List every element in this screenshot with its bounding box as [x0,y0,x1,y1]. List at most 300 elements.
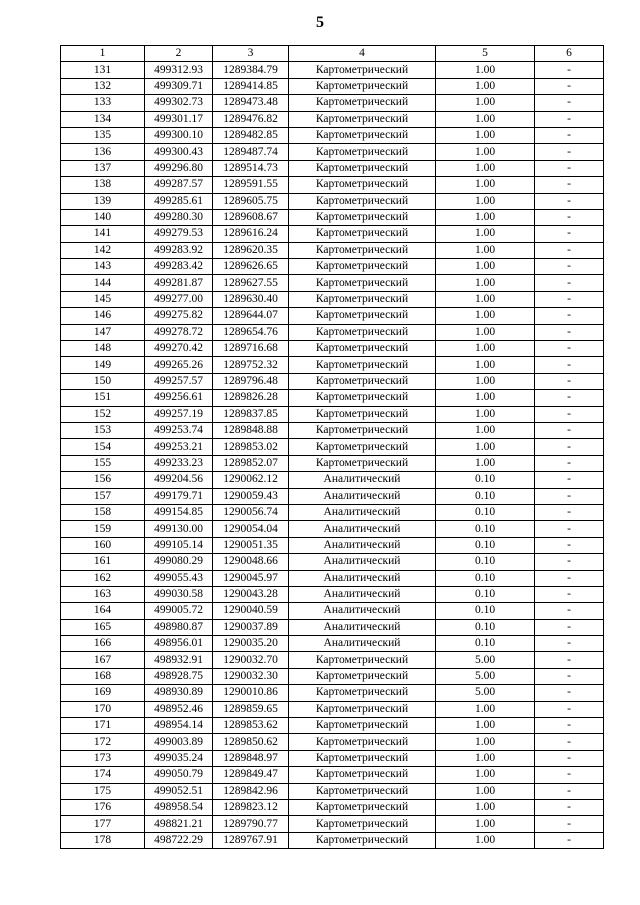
table-row [61,554,604,570]
table-row [61,439,604,455]
x-coordinate-cell: 499005.72 [145,603,213,619]
point-number-cell: 175 [61,783,145,799]
description-cell: - [535,668,604,684]
point-number-cell: 137 [61,160,145,176]
x-coordinate-cell: 499179.71 [145,488,213,504]
x-coordinate-cell: 499154.85 [145,504,213,520]
x-coordinate-cell: 499253.74 [145,422,213,438]
page-number: 5 [316,14,324,31]
description-cell: - [535,242,604,258]
point-number-cell: 172 [61,734,145,750]
table-row [61,586,604,602]
y-coordinate-cell: 1289823.12 [213,799,289,815]
point-number-cell: 155 [61,455,145,471]
table-row [61,521,604,537]
table-row [61,603,604,619]
point-number-cell: 153 [61,422,145,438]
accuracy-cell: 1.00 [436,799,535,815]
x-coordinate-cell: 499265.26 [145,357,213,373]
table-row [61,472,604,488]
x-coordinate-cell: 498956.01 [145,636,213,652]
accuracy-cell: 1.00 [436,750,535,766]
table-row [61,308,604,324]
accuracy-cell: 5.00 [436,668,535,684]
method-cell: Картометрический [289,308,436,324]
point-number-cell: 146 [61,308,145,324]
description-cell: - [535,78,604,94]
table-body [61,62,604,849]
method-cell: Картометрический [289,718,436,734]
x-coordinate-cell: 499030.58 [145,586,213,602]
description-cell: - [535,554,604,570]
point-number-cell: 160 [61,537,145,553]
y-coordinate-cell: 1289848.88 [213,422,289,438]
accuracy-cell: 1.00 [436,226,535,242]
point-number-cell: 156 [61,472,145,488]
description-cell: - [535,488,604,504]
method-cell: Аналитический [289,603,436,619]
method-cell: Картометрический [289,685,436,701]
table-row [61,177,604,193]
y-coordinate-cell: 1289853.02 [213,439,289,455]
x-coordinate-cell: 499312.93 [145,62,213,78]
table-row [61,455,604,471]
description-cell: - [535,816,604,832]
y-coordinate-cell: 1289837.85 [213,406,289,422]
method-cell: Картометрический [289,734,436,750]
accuracy-cell: 0.10 [436,504,535,520]
x-coordinate-cell: 499300.10 [145,127,213,143]
description-cell: - [535,226,604,242]
table-row [61,734,604,750]
point-number-cell: 145 [61,291,145,307]
x-coordinate-cell: 498952.46 [145,701,213,717]
table-row [61,62,604,78]
description-cell: - [535,390,604,406]
table-row [61,816,604,832]
y-coordinate-cell: 1289605.75 [213,193,289,209]
accuracy-cell: 1.00 [436,390,535,406]
point-number-cell: 152 [61,406,145,422]
table-row [61,209,604,225]
description-cell: - [535,734,604,750]
table-row [61,783,604,799]
y-coordinate-cell: 1289852.07 [213,455,289,471]
accuracy-cell: 1.00 [436,734,535,750]
description-cell: - [535,652,604,668]
x-coordinate-cell: 499204.56 [145,472,213,488]
point-number-cell: 133 [61,95,145,111]
method-cell: Картометрический [289,390,436,406]
description-cell: - [535,62,604,78]
accuracy-cell: 0.10 [436,636,535,652]
point-number-cell: 132 [61,78,145,94]
y-coordinate-cell: 1289850.62 [213,734,289,750]
y-coordinate-cell: 1289796.48 [213,373,289,389]
x-coordinate-cell: 499300.43 [145,144,213,160]
description-cell: - [535,111,604,127]
x-coordinate-cell: 499270.42 [145,341,213,357]
accuracy-cell: 1.00 [436,357,535,373]
table-row [61,422,604,438]
x-coordinate-cell: 498932.91 [145,652,213,668]
column-header: 4 [289,46,436,62]
method-cell: Аналитический [289,636,436,652]
table-row [61,406,604,422]
y-coordinate-cell: 1289482.85 [213,127,289,143]
description-cell: - [535,160,604,176]
column-header: 2 [145,46,213,62]
accuracy-cell: 1.00 [436,242,535,258]
x-coordinate-cell: 498821.21 [145,816,213,832]
table-row [61,373,604,389]
y-coordinate-cell: 1290010.86 [213,685,289,701]
y-coordinate-cell: 1289626.65 [213,259,289,275]
x-coordinate-cell: 499309.71 [145,78,213,94]
method-cell: Картометрический [289,701,436,717]
description-cell: - [535,767,604,783]
method-cell: Аналитический [289,521,436,537]
y-coordinate-cell: 1289476.82 [213,111,289,127]
description-cell: - [535,537,604,553]
table-row [61,390,604,406]
x-coordinate-cell: 499281.87 [145,275,213,291]
y-coordinate-cell: 1289767.91 [213,832,289,848]
table-row [61,619,604,635]
method-cell: Картометрический [289,144,436,160]
point-number-cell: 169 [61,685,145,701]
table-row [61,193,604,209]
column-header: 5 [436,46,535,62]
description-cell: - [535,455,604,471]
method-cell: Картометрический [289,226,436,242]
table-row [61,341,604,357]
table-row [61,685,604,701]
x-coordinate-cell: 498930.89 [145,685,213,701]
accuracy-cell: 1.00 [436,111,535,127]
accuracy-cell: 5.00 [436,652,535,668]
point-number-cell: 139 [61,193,145,209]
description-cell: - [535,570,604,586]
y-coordinate-cell: 1290056.74 [213,504,289,520]
method-cell: Картометрический [289,209,436,225]
description-cell: - [535,750,604,766]
point-number-cell: 135 [61,127,145,143]
description-cell: - [535,406,604,422]
accuracy-cell: 0.10 [436,521,535,537]
accuracy-cell: 1.00 [436,701,535,717]
description-cell: - [535,504,604,520]
y-coordinate-cell: 1289644.07 [213,308,289,324]
point-number-cell: 168 [61,668,145,684]
table-row [61,718,604,734]
y-coordinate-cell: 1289849.47 [213,767,289,783]
method-cell: Картометрический [289,783,436,799]
y-coordinate-cell: 1289853.62 [213,718,289,734]
description-cell: - [535,373,604,389]
method-cell: Аналитический [289,554,436,570]
x-coordinate-cell: 498928.75 [145,668,213,684]
point-number-cell: 177 [61,816,145,832]
table-row [61,750,604,766]
method-cell: Картометрический [289,291,436,307]
x-coordinate-cell: 499296.80 [145,160,213,176]
point-number-cell: 161 [61,554,145,570]
y-coordinate-cell: 1289616.24 [213,226,289,242]
accuracy-cell: 1.00 [436,160,535,176]
method-cell: Аналитический [289,619,436,635]
accuracy-cell: 1.00 [436,259,535,275]
description-cell: - [535,422,604,438]
point-number-cell: 174 [61,767,145,783]
table-row [61,324,604,340]
table-row [61,111,604,127]
x-coordinate-cell: 499105.14 [145,537,213,553]
point-number-cell: 141 [61,226,145,242]
accuracy-cell: 0.10 [436,586,535,602]
method-cell: Картометрический [289,816,436,832]
method-cell: Аналитический [289,504,436,520]
description-cell: - [535,832,604,848]
description-cell: - [535,718,604,734]
point-number-cell: 138 [61,177,145,193]
table-row [61,537,604,553]
method-cell: Картометрический [289,832,436,848]
point-number-cell: 164 [61,603,145,619]
description-cell: - [535,783,604,799]
y-coordinate-cell: 1290043.28 [213,586,289,602]
x-coordinate-cell: 499287.57 [145,177,213,193]
description-cell: - [535,291,604,307]
x-coordinate-cell: 499275.82 [145,308,213,324]
y-coordinate-cell: 1289842.96 [213,783,289,799]
table-header [61,46,604,62]
y-coordinate-cell: 1289826.28 [213,390,289,406]
y-coordinate-cell: 1289848.97 [213,750,289,766]
table-row [61,259,604,275]
table-row [61,570,604,586]
y-coordinate-cell: 1289620.35 [213,242,289,258]
description-cell: - [535,521,604,537]
accuracy-cell: 1.00 [436,816,535,832]
description-cell: - [535,603,604,619]
y-coordinate-cell: 1290032.30 [213,668,289,684]
y-coordinate-cell: 1289654.76 [213,324,289,340]
table-row [61,291,604,307]
table-row [61,832,604,848]
x-coordinate-cell: 499257.19 [145,406,213,422]
table-row [61,504,604,520]
y-coordinate-cell: 1289790.77 [213,816,289,832]
method-cell: Картометрический [289,341,436,357]
accuracy-cell: 1.00 [436,324,535,340]
method-cell: Картометрический [289,127,436,143]
method-cell: Картометрический [289,668,436,684]
y-coordinate-cell: 1290037.89 [213,619,289,635]
accuracy-cell: 1.00 [436,95,535,111]
description-cell: - [535,177,604,193]
method-cell: Картометрический [289,750,436,766]
table-row [61,144,604,160]
x-coordinate-cell: 499283.42 [145,259,213,275]
point-number-cell: 178 [61,832,145,848]
description-cell: - [535,324,604,340]
table-row [61,767,604,783]
y-coordinate-cell: 1289591.55 [213,177,289,193]
description-cell: - [535,439,604,455]
point-number-cell: 134 [61,111,145,127]
y-coordinate-cell: 1289608.67 [213,209,289,225]
point-number-cell: 166 [61,636,145,652]
accuracy-cell: 1.00 [436,767,535,783]
point-number-cell: 149 [61,357,145,373]
column-header: 3 [213,46,289,62]
table-row [61,242,604,258]
method-cell: Картометрический [289,111,436,127]
point-number-cell: 163 [61,586,145,602]
y-coordinate-cell: 1289859.65 [213,701,289,717]
description-cell: - [535,586,604,602]
method-cell: Картометрический [289,259,436,275]
method-cell: Картометрический [289,177,436,193]
x-coordinate-cell: 498722.29 [145,832,213,848]
method-cell: Картометрический [289,439,436,455]
y-coordinate-cell: 1290045.97 [213,570,289,586]
accuracy-cell: 1.00 [436,718,535,734]
point-number-cell: 131 [61,62,145,78]
method-cell: Картометрический [289,78,436,94]
y-coordinate-cell: 1290059.43 [213,488,289,504]
accuracy-cell: 1.00 [436,177,535,193]
accuracy-cell: 1.00 [436,783,535,799]
table-row [61,78,604,94]
description-cell: - [535,308,604,324]
accuracy-cell: 5.00 [436,685,535,701]
y-coordinate-cell: 1290032.70 [213,652,289,668]
point-number-cell: 150 [61,373,145,389]
x-coordinate-cell: 499280.30 [145,209,213,225]
x-coordinate-cell: 499283.92 [145,242,213,258]
x-coordinate-cell: 499080.29 [145,554,213,570]
description-cell: - [535,341,604,357]
description-cell: - [535,357,604,373]
method-cell: Аналитический [289,488,436,504]
accuracy-cell: 0.10 [436,570,535,586]
table-row [61,799,604,815]
description-cell: - [535,275,604,291]
point-number-cell: 159 [61,521,145,537]
method-cell: Картометрический [289,799,436,815]
y-coordinate-cell: 1290062.12 [213,472,289,488]
description-cell: - [535,685,604,701]
column-header: 6 [535,46,604,62]
description-cell: - [535,619,604,635]
x-coordinate-cell: 499253.21 [145,439,213,455]
y-coordinate-cell: 1289414.85 [213,78,289,94]
column-header: 1 [61,46,145,62]
method-cell: Картометрический [289,406,436,422]
x-coordinate-cell: 499035.24 [145,750,213,766]
method-cell: Картометрический [289,242,436,258]
accuracy-cell: 1.00 [436,341,535,357]
description-cell: - [535,799,604,815]
method-cell: Картометрический [289,62,436,78]
accuracy-cell: 1.00 [436,406,535,422]
x-coordinate-cell: 498954.14 [145,718,213,734]
x-coordinate-cell: 498958.54 [145,799,213,815]
description-cell: - [535,259,604,275]
description-cell: - [535,127,604,143]
method-cell: Картометрический [289,95,436,111]
accuracy-cell: 0.10 [436,472,535,488]
x-coordinate-cell: 499256.61 [145,390,213,406]
y-coordinate-cell: 1289384.79 [213,62,289,78]
accuracy-cell: 1.00 [436,127,535,143]
point-number-cell: 140 [61,209,145,225]
x-coordinate-cell: 499277.00 [145,291,213,307]
method-cell: Картометрический [289,652,436,668]
point-number-cell: 142 [61,242,145,258]
method-cell: Картометрический [289,324,436,340]
method-cell: Картометрический [289,373,436,389]
table-row [61,636,604,652]
x-coordinate-cell: 499055.43 [145,570,213,586]
x-coordinate-cell: 499052.51 [145,783,213,799]
method-cell: Картометрический [289,767,436,783]
y-coordinate-cell: 1289473.48 [213,95,289,111]
x-coordinate-cell: 499285.61 [145,193,213,209]
point-number-cell: 147 [61,324,145,340]
accuracy-cell: 1.00 [436,62,535,78]
method-cell: Картометрический [289,193,436,209]
table-row [61,95,604,111]
table-row [61,652,604,668]
description-cell: - [535,95,604,111]
description-cell: - [535,701,604,717]
point-number-cell: 158 [61,504,145,520]
x-coordinate-cell: 499233.23 [145,455,213,471]
accuracy-cell: 1.00 [436,373,535,389]
accuracy-cell: 1.00 [436,193,535,209]
accuracy-cell: 1.00 [436,275,535,291]
table-row [61,701,604,717]
y-coordinate-cell: 1289752.32 [213,357,289,373]
table-row [61,357,604,373]
description-cell: - [535,636,604,652]
y-coordinate-cell: 1289627.55 [213,275,289,291]
x-coordinate-cell: 499301.17 [145,111,213,127]
y-coordinate-cell: 1289630.40 [213,291,289,307]
table-row [61,488,604,504]
accuracy-cell: 1.00 [436,291,535,307]
y-coordinate-cell: 1290051.35 [213,537,289,553]
point-number-cell: 151 [61,390,145,406]
point-number-cell: 176 [61,799,145,815]
x-coordinate-cell: 499003.89 [145,734,213,750]
table-row [61,160,604,176]
description-cell: - [535,144,604,160]
accuracy-cell: 0.10 [436,603,535,619]
y-coordinate-cell: 1289514.73 [213,160,289,176]
method-cell: Картометрический [289,160,436,176]
y-coordinate-cell: 1290054.04 [213,521,289,537]
y-coordinate-cell: 1289487.74 [213,144,289,160]
accuracy-cell: 0.10 [436,488,535,504]
table-row [61,668,604,684]
accuracy-cell: 1.00 [436,455,535,471]
point-number-cell: 171 [61,718,145,734]
accuracy-cell: 1.00 [436,144,535,160]
